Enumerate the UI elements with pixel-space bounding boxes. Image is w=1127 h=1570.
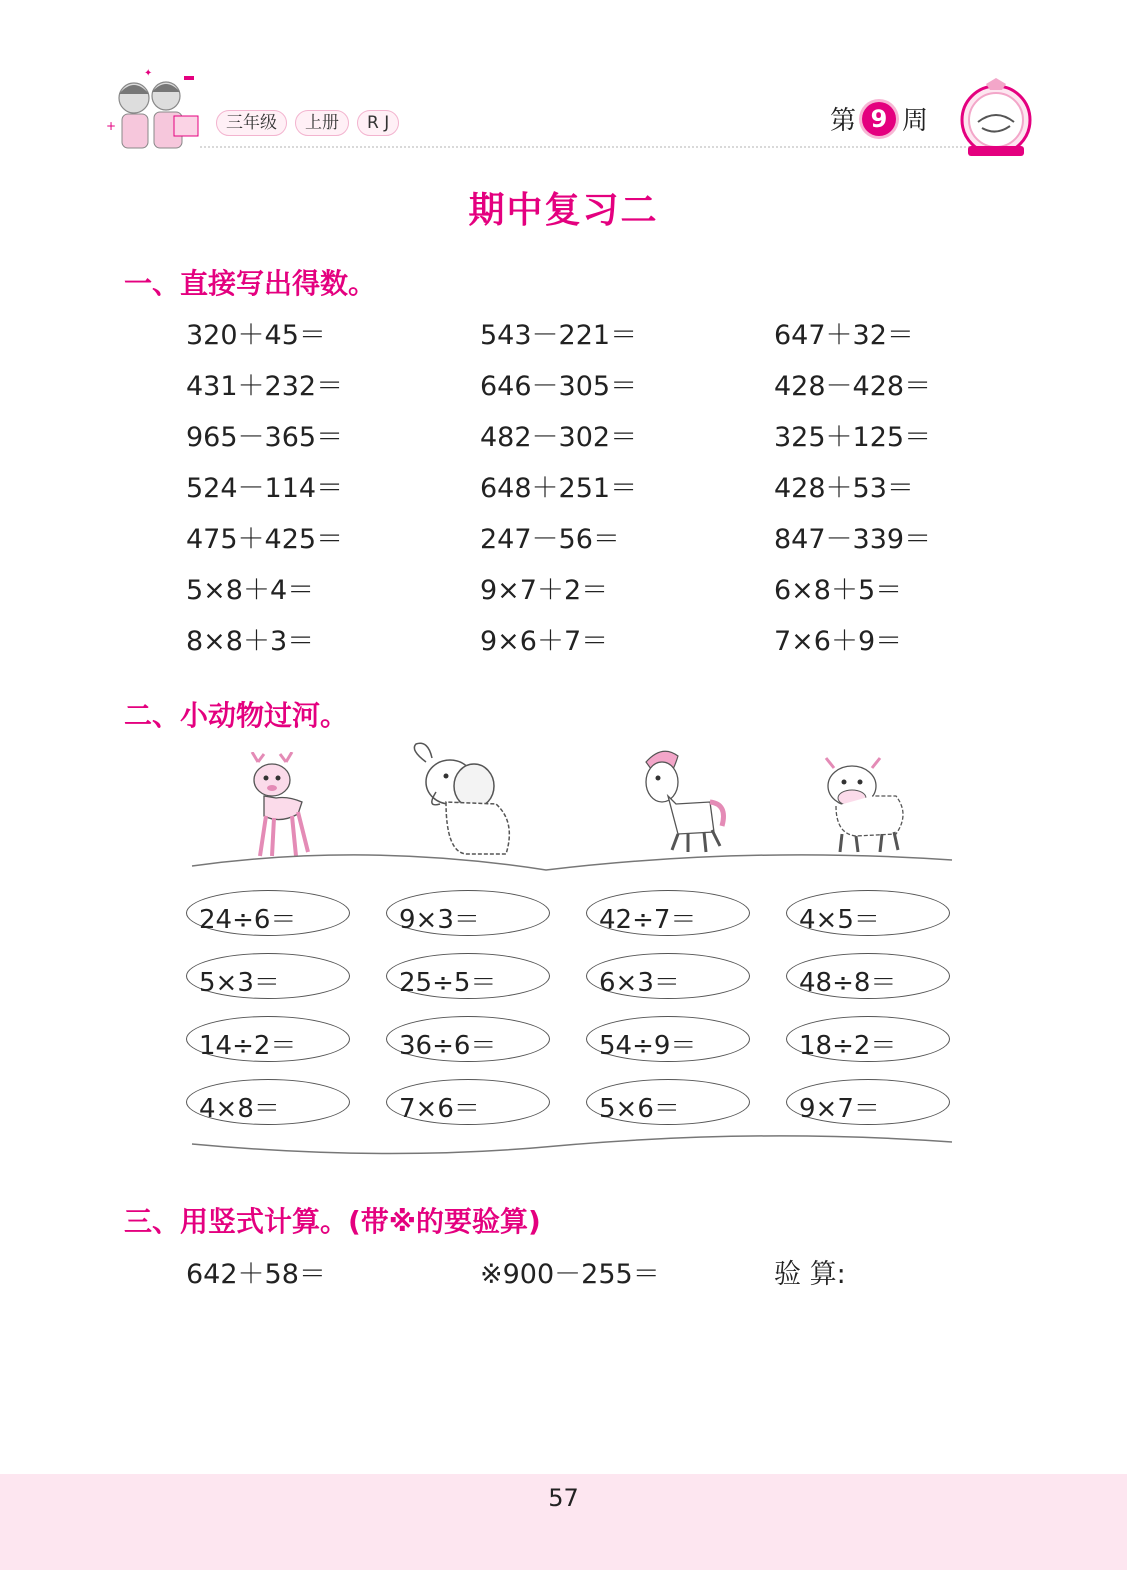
- stone-oval: [186, 953, 350, 999]
- mental-math-item: 6×8＋5＝: [774, 575, 903, 606]
- stone-oval: [786, 953, 950, 999]
- mental-math-item: 428＋53＝: [774, 473, 914, 504]
- mental-math-item: 646－305＝: [480, 371, 638, 402]
- stone-equation: 18÷2＝: [799, 1031, 897, 1061]
- mental-math-item: 9×6＋7＝: [480, 626, 609, 657]
- horse-icon: [632, 746, 732, 858]
- stone-equation: 4×8＝: [199, 1094, 280, 1124]
- stone-equation: 54÷9＝: [599, 1031, 697, 1061]
- deer-icon: [236, 752, 316, 864]
- edition-tag: R J: [357, 110, 399, 136]
- grade-tags: [216, 110, 399, 136]
- stone-equation: 7×6＝: [399, 1094, 480, 1124]
- stone-oval: [386, 1016, 550, 1062]
- stone-equation: 6×3＝: [599, 968, 680, 998]
- stone-equation: 42÷7＝: [599, 905, 697, 935]
- stone-equation: 24÷6＝: [199, 905, 297, 935]
- stone-oval: [786, 890, 950, 936]
- stone-oval: [186, 1079, 350, 1125]
- stone-equation: 4×5＝: [799, 905, 880, 935]
- mental-math-item: 5×8＋4＝: [186, 575, 315, 606]
- stone-oval: [386, 1079, 550, 1125]
- stone-equation: 9×3＝: [399, 905, 480, 935]
- mental-math-item: 482－302＝: [480, 422, 638, 453]
- volume-tag: 上册: [295, 110, 349, 136]
- page-number: 57: [548, 1484, 579, 1512]
- mental-math-item: 648＋251＝: [480, 473, 638, 504]
- stone-oval: [586, 953, 750, 999]
- stone-oval: [586, 1079, 750, 1125]
- stone-equation: 9×7＝: [799, 1094, 880, 1124]
- mental-math-item: 7×6＋9＝: [774, 626, 903, 657]
- week-suffix: 周: [902, 106, 929, 136]
- mental-math-item: 524－114＝: [186, 473, 344, 504]
- mental-math-item: 475＋425＝: [186, 524, 344, 555]
- stone-equation: 14÷2＝: [199, 1031, 297, 1061]
- svg-text:✦: ✦: [144, 68, 153, 79]
- grade-tag: 三年级: [216, 110, 287, 136]
- stone-equation: 5×6＝: [599, 1094, 680, 1124]
- week-number-badge: 9: [862, 102, 896, 136]
- page-title: 期中复习二: [468, 190, 659, 231]
- mental-math-item: 325＋125＝: [774, 422, 932, 453]
- check-label: 验 算:: [774, 1259, 846, 1290]
- stone-oval: [586, 890, 750, 936]
- stone-equation: 36÷6＝: [399, 1031, 497, 1061]
- week-label: [830, 100, 928, 137]
- svg-text:+: +: [106, 119, 117, 133]
- mental-math-item: 247－56＝: [480, 524, 620, 555]
- cow-icon: [816, 754, 912, 858]
- stone-oval: [186, 1016, 350, 1062]
- section2-heading: 二、小动物过河。: [124, 699, 349, 732]
- elephant-icon: [406, 742, 524, 860]
- mental-math-item: 9×7＋2＝: [480, 575, 609, 606]
- vertical-calc-item: 642＋58＝: [186, 1259, 326, 1290]
- stone-oval: [786, 1016, 950, 1062]
- section3-heading: 三、用竖式计算。(带※的要验算): [124, 1205, 541, 1238]
- stone-oval: [386, 890, 550, 936]
- mental-math-item: 847－339＝: [774, 524, 932, 555]
- header-divider: [200, 146, 970, 148]
- mental-math-item: 320＋45＝: [186, 320, 326, 351]
- stone-oval: [186, 890, 350, 936]
- stone-equation: 25÷5＝: [399, 968, 497, 998]
- stone-oval: [586, 1016, 750, 1062]
- vertical-calc-item-checked: ※900－255＝: [480, 1259, 660, 1290]
- mental-math-item: 647＋32＝: [774, 320, 914, 351]
- stone-equation: 48÷8＝: [799, 968, 897, 998]
- mental-math-item: 543－221＝: [480, 320, 638, 351]
- stone-equation: 5×3＝: [199, 968, 280, 998]
- mental-math-item: 965－365＝: [186, 422, 344, 453]
- week-prefix: 第: [830, 106, 857, 136]
- stone-oval: [386, 953, 550, 999]
- mental-math-item: 8×8＋3＝: [186, 626, 315, 657]
- brand-seal-icon: [956, 78, 1036, 160]
- section1-heading: 一、直接写出得数。: [124, 267, 377, 300]
- mental-math-item: 428－428＝: [774, 371, 932, 402]
- mental-math-item: 431＋232＝: [186, 371, 344, 402]
- kids-illustration-icon: [104, 68, 208, 158]
- stone-oval: [786, 1079, 950, 1125]
